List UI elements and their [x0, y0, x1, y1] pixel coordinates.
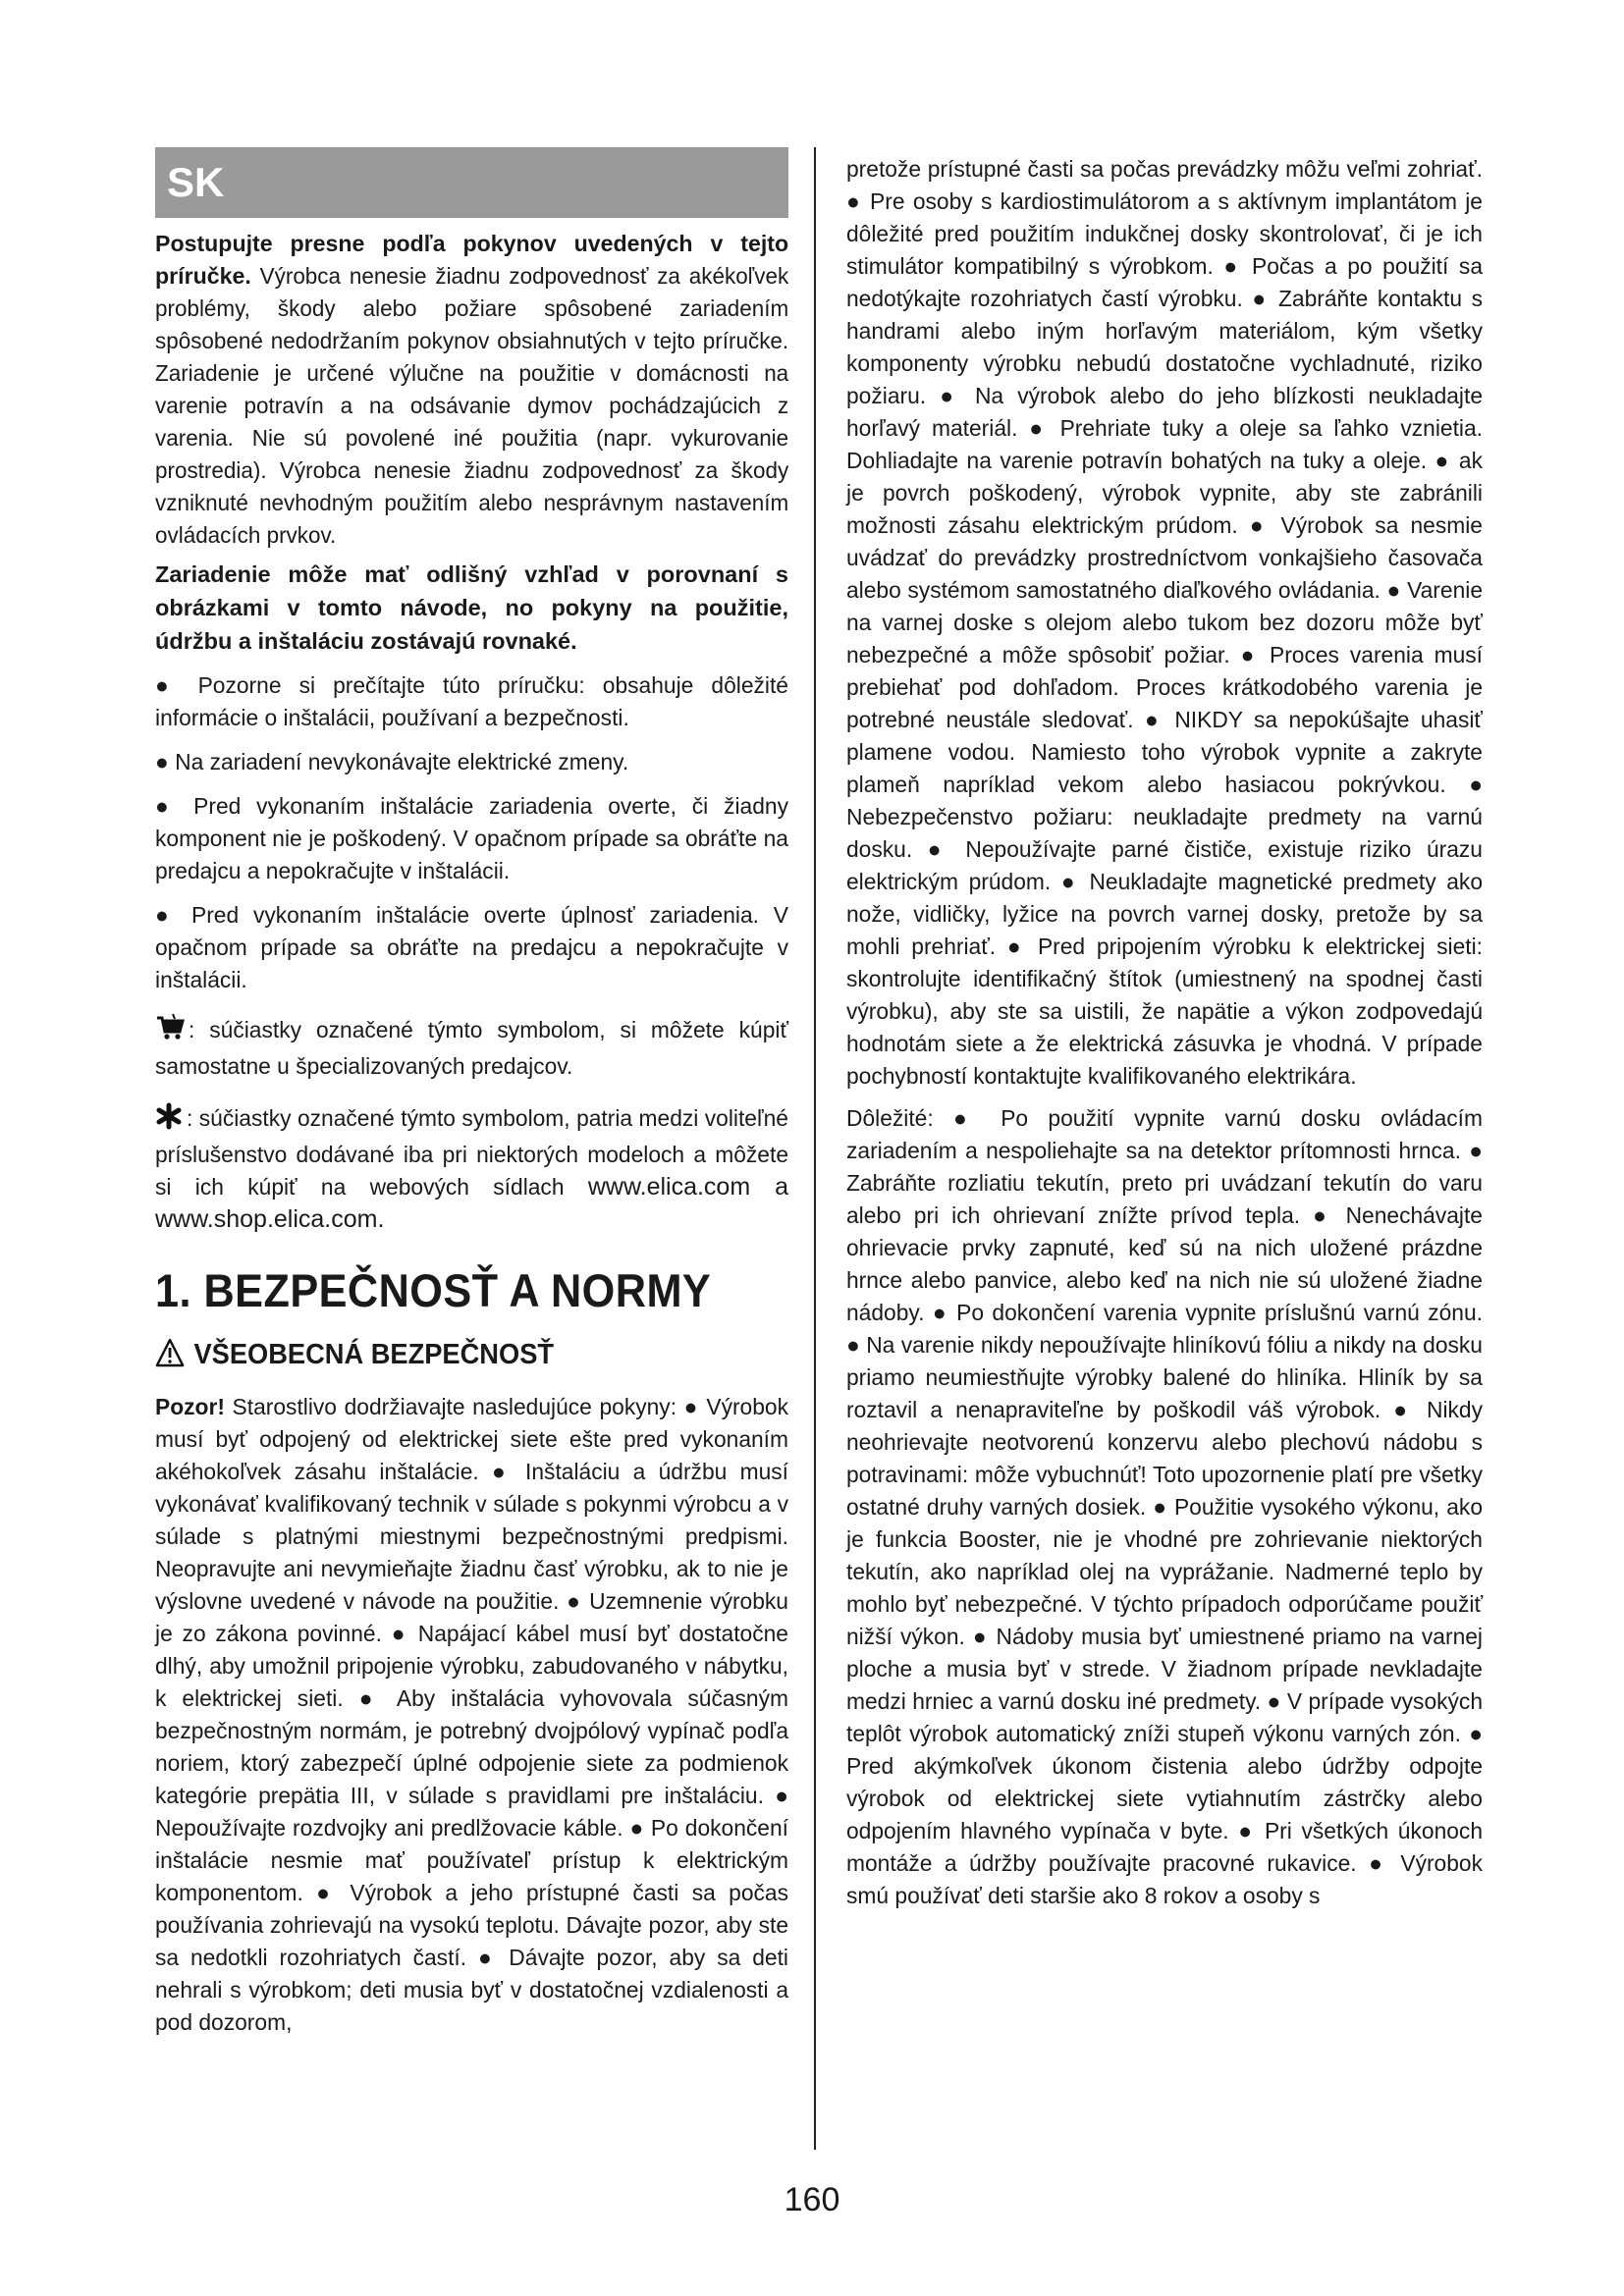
intro-bold-lead: Postupujte presne podľa pokynov uvedených v tejto príručke.	[155, 231, 789, 289]
bullet-4: ● Pred vykonaním inštalácie overte úplnosť zariadenia. V opačnom prípade sa obráťte na predajcu a nepokračujte v inštalácii.	[155, 902, 788, 992]
bullet-1: ● Pozorne si prečítajte túto príručku: obsahuje dôležité informácie o inštalácii, používaní a bezpečnosti.	[155, 672, 788, 730]
language-header: SK	[155, 147, 788, 218]
intro-paragraph	[155, 228, 788, 552]
safety-text-left	[155, 1391, 788, 2039]
subsection-title-text: VŠEOBECNÁ BEZPEČNOSŤ	[193, 1339, 555, 1370]
star-symbol-note	[155, 1102, 788, 1236]
safety-text-right-2: Dôležité: ● Po použití vypnite varnú dosku ovládacím zariadením a nespoliehajte sa na detektor prítomnosti hrnca. ● Zabráňte rozliatiu tekutín, preto pri uvádzaní tekutín do varu alebo pri ich ohrievaní znížte prívod tepla. ● Nenechávajte ohrievacie prvky zapnuté, keď sú na nich uložené prázdne hrnce alebo panvice, alebo keď na nich nie sú uložené žiadne nádoby. ● Po dokončení varenia vypnite príslušnú varnú zónu. ● Na varenie nikdy nepoužívajte hliníkovú fóliu a nikdy na dosku priamo neumiestňujte výrobky balené do hliníka. Hliník by sa roztavil a nenapraviteľne by poškodil váš výrobok. ● Nikdy neohrievajte neotvorenú konzervu alebo plechovú nádobu s potravinami: môže vybuchnúť! Toto upozornenie platí pre všetky ostatné druhy varných dosiek. ● Použitie vysokého výkonu, ako je funkcia Booster, nie je vhodné pre zohrievanie niektorých tekutín, ako napríklad olej na vyprážanie. Nadmerné teplo by mohlo byť nebezpečné. V týchto prípadoch odporúčame použiť nižší výkon. ● Nádoby musia byť umiestnené priamo na varnej ploche a musia byť v strede. V žiadnom prípade nevkladajte medzi hrniec a varnú dosku iné predmety. ● V prípade vysokých teplôt výrobok automatický zníži stupeň výkonu varných zón. ● Pred akýmkoľvek úkonom čistenia alebo údržby odpojte výrobok od elektrickej siete vytiahnutím zástrčky alebo odpojením hlavného vypínača v byte. ● Pri všetkých úkonoch montáže a údržby používajte pracovné rukavice. ● Výrobok smú používať deti staršie ako 8 rokov a osoby s	[846, 1105, 1483, 1908]
shopping-cart-icon	[155, 1012, 185, 1050]
left-column	[155, 147, 788, 2039]
shop-urls: www.elica.com a www.shop.elica.com.	[155, 1173, 788, 1233]
section-title: 1. BEZPEČNOSŤ A NORMY	[155, 1264, 712, 1316]
subsection-title	[155, 1334, 750, 1379]
bullet-3: ● Pred vykonaním inštalácie zariadenia overte, či žiadny komponent nie je poškodený. V opačnom prípade sa obráťte na predajcu a nepokračujte v inštalácii.	[155, 793, 788, 883]
safety-left-body: Starostlivo dodržiavajte nasledujúce pokyny: ● Výrobok musí byť odpojený od elektrickej siete ešte pred vykonaním akéhokoľvek zásahu inštalácie. ● Inštaláciu a údržbu musí vykonávať kvalifikovaný technik v súlade s pokynmi výrobcu a v súlade s platnými miestnymi bezpečnostnými predpismi. Neopravujte ani nevymieňajte žiadnu časť výrobku, ak to nie je výslovne uvedené v návode na použitie. ● Uzemnenie výrobku je zo zákona povinné. ● Napájací kábel musí byť dostatočne dlhý, aby umožnil pripojenie výrobku, zabudovaného v nábytku, k elektrickej sieti. ● Aby inštalácia vyhovovala súčasným bezpečnostným normám, je potrebný dvojpólový vypínač podľa noriem, ktorý zabezpečí úplné odpojenie siete za podmienok kategórie prepätia III, v súlade s pravidlami pre inštaláciu. ● Nepoužívajte rozdvojky ani predlžovacie káble. ● Po dokončení inštalácie nesmie mať používateľ prístup k elektrickým komponentom. ● Výrobok a jeho prístupné časti sa počas používania zohrievajú na vysokú teplotu. Dávajte pozor, aby ste sa nedotkli rozohriatych častí. ● Dávajte pozor, aby sa deti nehrali s výrobkom; deti musia byť v dostatočnej vzdialenosti a pod dozorom,	[155, 1394, 788, 2035]
pozor-label: Pozor!	[155, 1394, 225, 1419]
appearance-note: Zariadenie môže mať odlišný vzhľad v porovnaní s obrázkami v tomto návode, no pokyny na použitie, údržbu a inštaláciu zostávajú rovnaké.	[155, 561, 788, 654]
page-number: 160	[784, 2181, 840, 2218]
column-divider	[814, 147, 816, 2150]
safety-text-right-1: pretože prístupné časti sa počas prevádzky môžu veľmi zohriať. ● Pre osoby s kardiostimulátorom a s aktívnym implantátom je dôležité pred použitím indukčnej dosky skontrolovať, či je ich stimulátor kompatibilný s výrobkom. ● Počas a po použití sa nedotýkajte rozohriatych častí výrobku. ● Zabráňte kontaktu s handrami alebo iným horľavým materiálom, kým všetky komponenty výrobku nebudú dostatočne vychladnuté, riziko požiaru. ● Na výrobok alebo do jeho blízkosti neukladajte horľavý materiál. ● Prehriate tuky a oleje sa ľahko vznietia. Dohliadajte na varenie potravín bohatých na tuky a oleje. ● ak je povrch poškodený, výrobok vypnite, aby ste zabránili možnosti zásahu elektrickým prúdom. ● Výrobok sa nesmie uvádzať do prevádzky prostredníctvom vonkajšieho časovača alebo systémom samostatného diaľkového ovládania. ● Varenie na varnej doske s olejom alebo tukom bez dozoru môže byť nebezpečné a môže spôsobiť požiar. ● Proces varenia musí prebiehať pod dohľadom. Proces krátkodobého varenia je potrebné neustále sledovať. ● NIKDY sa nepokúšajte uhasiť plamene vodou. Namiesto toho výrobok vypnite a zakryte plameň napríklad vekom alebo hasiacou pokrývkou. ● Nebezpečenstvo požiaru: neukladajte predmety na varnú dosku. ● Nepoužívajte parné čističe, existuje riziko úrazu elektrickým prúdom. ● Neukladajte magnetické predmety ako nože, vidličky, lyžice na povrch varnej dosky, pretože by sa mohli prehriať. ● Pred pripojením výrobku k elektrickej sieti: skontrolujte identifikačný štítok (umiestnený na spodnej časti výrobku), aby ste sa uistili, že napätie a výkon zodpovedajú hodnotám siete a že elektrická zásuvka je vhodná. V prípade pochybností kontaktujte kvalifikovaného elektrikára.	[846, 156, 1483, 1089]
cart-symbol-note	[155, 1012, 788, 1083]
warning-triangle-icon	[155, 1338, 185, 1379]
intro-text: Výrobca nenesie žiadnu zodpovednosť za akékoľvek problémy, škody alebo požiare spôsobené zariadením spôsobené nedodržaním pokynov obsiahnutých v tejto príručke. Zariadenie je určené výlučne na použitie v domácnosti na varenie potravín a na odsávanie dymov pochádzajúcich z varenia. Nie sú povolené iné použitia (napr. vykurovanie prostredia). Výrobca nenesie žiadnu zodpovednosť za škody vzniknuté nevhodným použitím alebo nesprávnym nastavením ovládacích prvkov.	[155, 263, 789, 548]
star-symbol-text: : súčiastky označené týmto symbolom, patria medzi voliteľné príslušenstvo dodávané iba pri niektorých modeloch a môžete si ich kúpiť na webových sídlach	[155, 1105, 788, 1200]
asterisk-icon	[155, 1102, 183, 1139]
cart-symbol-text: : súčiastky označené týmto symbolom, si môžete kúpiť samostatne u špecializovaných predajcov.	[155, 1017, 788, 1079]
right-column	[846, 153, 1483, 1912]
bullet-2: ● Na zariadení nevykonávajte elektrické zmeny.	[155, 749, 629, 774]
